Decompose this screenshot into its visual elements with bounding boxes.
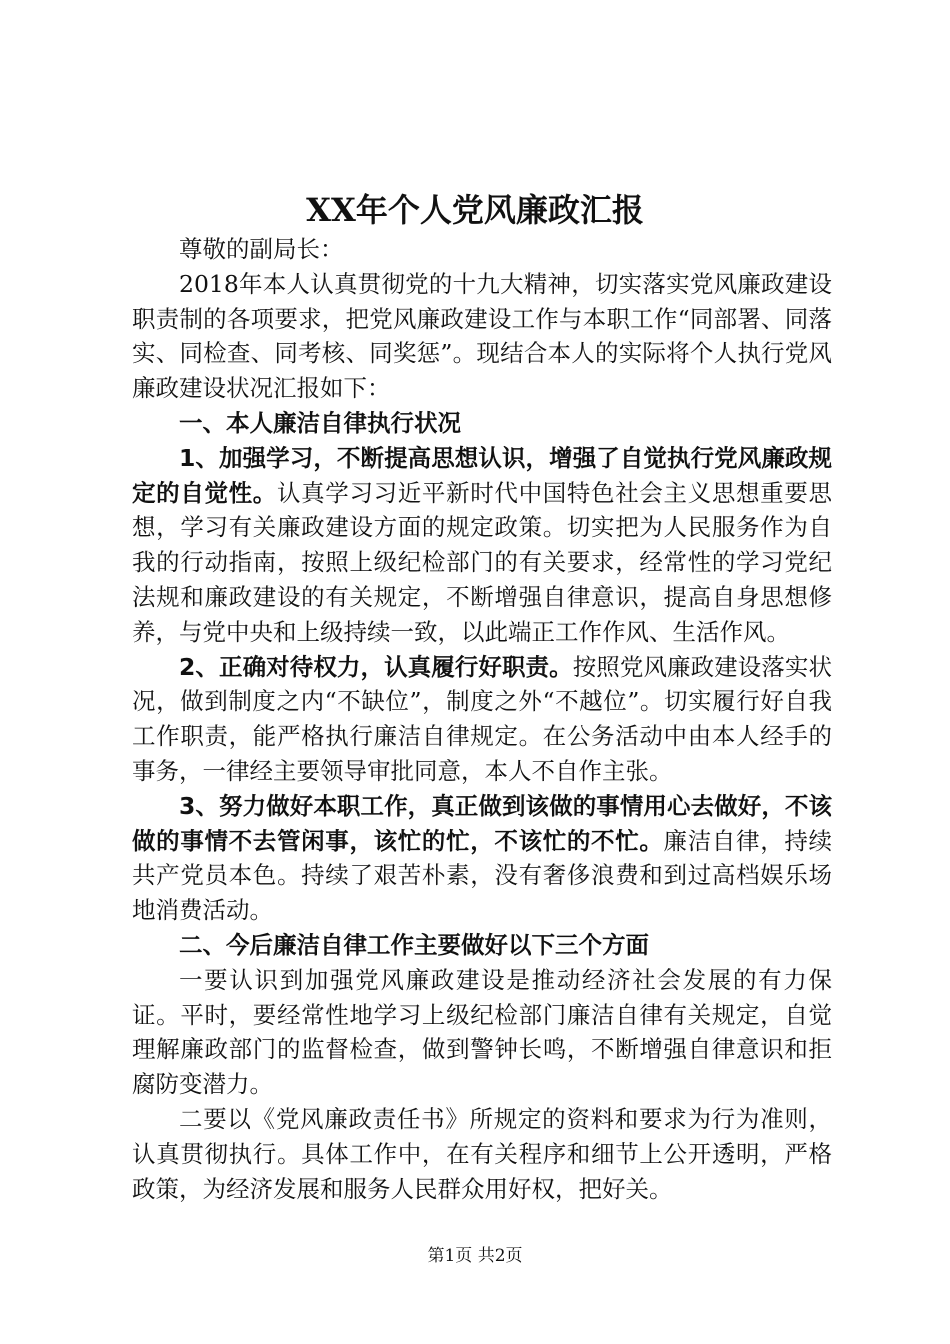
item-1-lead: 1、加强学习，不断提高思想认识，增强了自觉执行党风廉政规定的自觉性。 <box>132 443 832 507</box>
item-2-paragraph <box>132 650 832 789</box>
page-footer: 第1页 共2页 <box>427 1246 523 1266</box>
salutation: 尊敬的副局长： <box>179 235 344 263</box>
item-3-lead: 3、努力做好本职工作，真正做到该做的事情用心去做好，不该做的事情不去管闲事，该忙的忙，不该忙的不忙。 <box>132 791 832 855</box>
item-1-body: 认真学习习近平新时代中国特色社会主义思想重要思想，学习有关廉政建设方面的规定政策。切实把为人民服务作为自我的行动指南，按照上级纪检部门的有关要求，经常性的学习党纪法规和廉政建设的有关规定，不断增强自律意识，提高自身思想修养，与党中央和上级持续一致，以此端正工作作风、生活作风。 <box>132 478 833 646</box>
paragraph-one: 一要认识到加强党风廉政建设是推动经济社会发展的有力保证。平时，要经常性地学习上级纪检部门廉洁自律有关规定，自觉理解廉政部门的监督检查，做到警钟长鸣，不断增强自律意识和拒腐防变潜力。 <box>132 965 832 1099</box>
item-2-body: 按照党风廉政建设落实状况，做到制度之内“不缺位”，制度之外“不越位”。切实履行好自我工作职责，能严格执行廉洁自律规定。在公务活动中由本人经手的事务，一律经主要领导审批同意，本人不自作主张。 <box>132 652 832 785</box>
section-heading-2: 二、今后廉洁自律工作主要做好以下三个方面 <box>179 930 649 959</box>
paragraph-two: 二要以《党风廉政责任书》所规定的资料和要求为行为准则，认真贯彻执行。具体工作中，在有关程序和细节上公开透明，严格政策，为经济发展和服务人民群众用好权，把好关。 <box>132 1104 832 1203</box>
document-title: XX年个人党风廉政汇报 <box>306 191 644 229</box>
intro-paragraph: 2018年本人认真贯彻党的十九大精神，切实落实党风廉政建设职责制的各项要求，把党风廉政建设工作与本职工作“同部署、同落实、同检查、同考核、同奖惩”。现结合本人的实际将个人执行党风廉政建设状况汇报如下： <box>132 269 832 403</box>
item-1-paragraph <box>132 441 832 650</box>
item-2-lead: 2、正确对待权力，认真履行好职责。 <box>179 652 573 681</box>
item-3-body: 廉洁自律，持续共产党员本色。持续了艰苦朴素，没有奢侈浪费和到过高档娱乐场地消费活动。 <box>132 826 833 925</box>
section-heading-1: 一、本人廉洁自律执行状况 <box>179 408 461 437</box>
item-3-paragraph <box>132 789 832 928</box>
document-body <box>132 232 832 1206</box>
